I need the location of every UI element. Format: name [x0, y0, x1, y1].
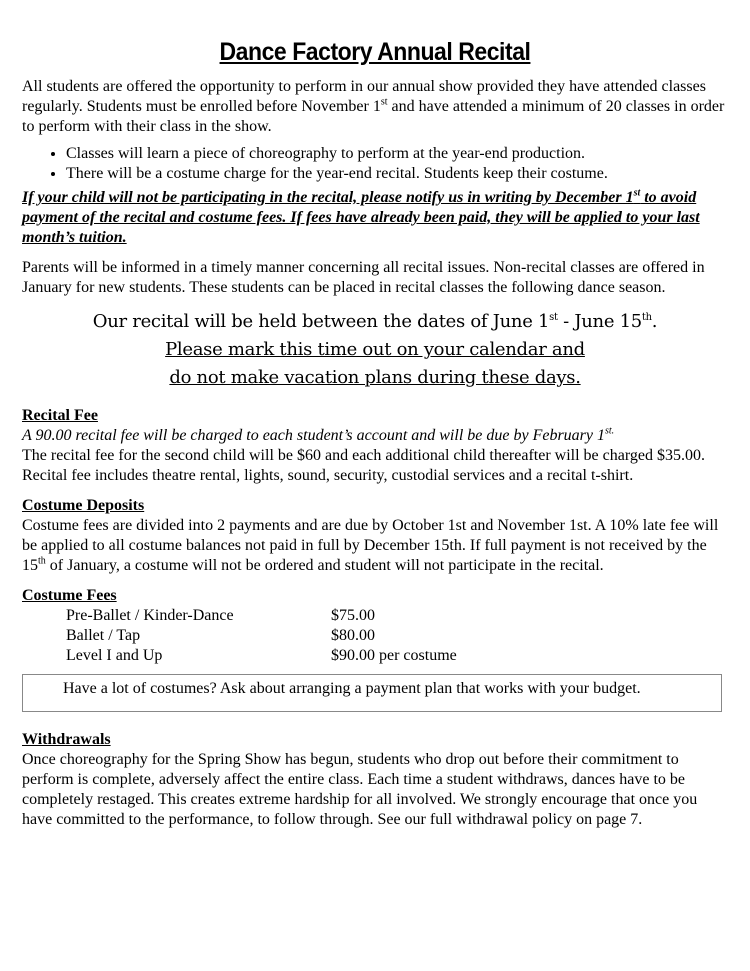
fee-name: Pre-Ballet / Kinder-Dance — [66, 607, 234, 624]
fee-price: $90.00 per costume — [331, 647, 457, 664]
withdrawals-heading: Withdrawals — [22, 731, 111, 748]
fee-name: Level I and Up — [66, 647, 163, 664]
table-row — [66, 626, 457, 646]
recital-fee-heading: Recital Fee — [22, 407, 98, 424]
recital-fee-section — [22, 406, 728, 486]
costume-deposits-body: Costume fees are divided into 2 payments and are due by October 1st and November 1st. A 10% late fee will be applied to all costume balances not paid in full by December 15th. If full payment is not received by the 15th of January, a costume will not be ordered and student will not participate in the recital. — [22, 517, 719, 574]
list-item: • There will be a costume charge for the year-end recital. Students keep their costume. — [66, 164, 728, 184]
fee-name: Ballet / Tap — [66, 627, 141, 644]
table-row — [66, 646, 457, 666]
fee-price: $75.00 — [331, 607, 375, 624]
document-page — [22, 34, 728, 830]
page-title: Dance Factory Annual Recital — [219, 38, 531, 66]
recital-dates-notice — [22, 308, 728, 392]
fee-price: $80.00 — [331, 627, 375, 644]
parents-paragraph: Parents will be informed in a timely manner concerning all recital issues. Non-recital classes are offered in January for new students. These students can be placed in recital classes the following dance season. — [22, 259, 705, 296]
recital-fee-due-line: A 90.00 recital fee will be charged to each student’s account and will be due by February $1^{st.}$ — [22, 425, 615, 444]
calendar-reminder-line: Please mark this time out on your calendar and — [165, 339, 585, 360]
costume-fees-section — [22, 586, 728, 666]
info-bullet-list — [22, 144, 728, 184]
costume-fees-table — [66, 606, 457, 666]
intro-paragraph: All students are offered the opportunity to perform in our annual show provided they have attended classes regularly. Students must be enrolled before November 1st and have attended a minimum of 20 classes in order to perform with their class in the show. — [22, 78, 725, 135]
costume-deposits-section — [22, 496, 728, 576]
vacation-reminder-line: do not make vacation plans during these days. — [169, 367, 581, 388]
payment-plan-note: Have a lot of costumes? Ask about arranging a payment plan that works with your budget. — [63, 680, 641, 697]
dates-line: Our recital will be held between the dates of June 1st - June 15th. — [92, 311, 658, 332]
withdrawals-body: Once choreography for the Spring Show has begun, students who drop out before their commitment to perform is complete, adversely affect the entire class. Each time a student withdraws, dances have to be completely restaged. This creates extreme hardship for all involved. We strongly encourage that once you have committed to the performance, to follow through. See our full withdrawal policy on page 7. — [22, 751, 698, 828]
table-row — [66, 606, 457, 626]
list-item: • Classes will learn a piece of choreography to perform at the year-end production. — [66, 144, 728, 164]
costume-deposits-heading: Costume Deposits — [22, 497, 145, 514]
recital-fee-body: The recital fee for the second child will be $60 and each additional child thereafter will be charged $35.00. Recital fee includes theatre rental, lights, sound, security, custodial services and a recital t-shirt. — [22, 447, 705, 484]
withdrawals-section — [22, 730, 728, 830]
costume-fees-heading: Costume Fees — [22, 587, 117, 604]
payment-plan-box — [22, 674, 722, 712]
participation-notice: If your child will not be participating in the recital, please notify us in writing by December 1st to avoid payment of the recital and costume fees. If fees have already been paid, they will be applied to your last month’s tuition. — [22, 187, 700, 246]
